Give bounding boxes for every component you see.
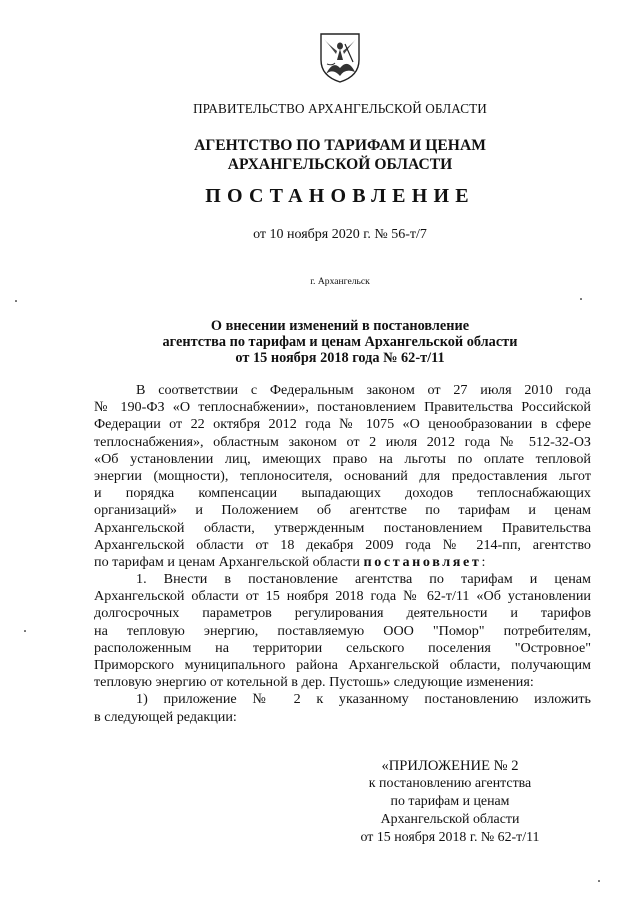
body-line: В соответствии с Федеральным законом от 27 июля 2010 года [136,382,591,398]
scan-speck [15,300,17,302]
body-line: Архангельской области, утвержденным постановлением Правительства [94,519,591,536]
body-line: «Об установлении лиц, имеющих право на льготы по оплате тепловой [94,450,591,467]
body-line: в следующей редакции: [94,708,237,725]
body-line: тепловую энергию от котельной в дер. Пустошь» следующие изменения: [94,674,534,691]
body-line: долгосрочных параметров регулирования деятельности и тарифов [94,605,591,622]
subject-line: О внесении изменений в постановление [210,318,470,334]
body-line: организаций» и Положением об агентстве по тарифам и ценам [94,502,591,519]
scan-speck [24,630,26,632]
body-line: Приморского муниципального района Архангельской области, получающим [94,657,591,673]
appendix-line: от 15 ноября 2018 г. № 62-т/11 [360,830,540,845]
subject-line: агентства по тарифам и ценам Архангельской области [162,334,518,350]
document-city: г. Архангельск [310,276,370,287]
appendix-title: «ПРИЛОЖЕНИЕ № 2 [381,758,519,774]
agency-name [0,136,640,174]
resolution-keyword: постановляет [363,553,482,570]
appendix-line: Архангельской области [380,812,520,827]
body-line: Архангельской области от 15 ноября 2018 года № 62-т/11 «Об установлении [94,588,591,605]
document-body [94,382,591,726]
coat-of-arms-icon [315,30,365,84]
body-line: на тепловую энергию, поставляемую ООО "Помор" потребителям, [94,622,591,639]
body-text-span: по тарифам и ценам Архангельской области [94,553,364,570]
body-line: Федерации от 22 октября 2012 года № 1075 «О ценообразовании в сфере [94,416,591,433]
scan-speck [598,880,600,882]
appendix-line: к постановлению агентства [368,776,532,791]
agency-name-line: АРХАНГЕЛЬСКОЙ ОБЛАСТИ [227,156,453,173]
appendix-line: по тарифам и ценам [390,794,510,809]
subject-line: от 15 ноября 2018 года № 62-т/11 [235,350,445,366]
body-line [94,554,591,571]
body-line: расположенным на территории сельского поселения "Островное" [94,639,591,656]
body-line: 1. Внести в постановление агентства по тарифам и ценам [136,571,591,588]
document-type-title: ПОСТАНОВЛЕНИЕ [205,185,475,207]
document-date-number: от 10 ноября 2020 г. № 56-т/7 [253,227,427,242]
body-line: Архангельской области от 18 декабря 2009 года № 214-пп, агентство [94,536,591,553]
scan-speck [580,298,582,300]
body-text-span: : [481,553,486,570]
government-name: ПРАВИТЕЛЬСТВО АРХАНГЕЛЬСКОЙ ОБЛАСТИ [193,101,487,116]
body-line: энергии (мощности), теплоносителя, оснований для предоставления льгот [94,467,591,484]
document-subject [0,318,640,366]
agency-name-line: АГЕНТСТВО ПО ТАРИФАМ И ЦЕНАМ [194,137,486,154]
body-line: теплоснабжения», областным законом от 2 июля 2012 года № 512-32-ОЗ [94,433,591,450]
body-line: № 190-ФЗ «О теплоснабжении», постановлением Правительства Российской [94,399,591,416]
body-line: и порядка компенсации выпадающих доходов теплоснабжающих [94,485,591,502]
appendix-header [340,757,560,847]
body-line: 1) приложение № 2 к указанному постановлению изложить [136,691,591,708]
